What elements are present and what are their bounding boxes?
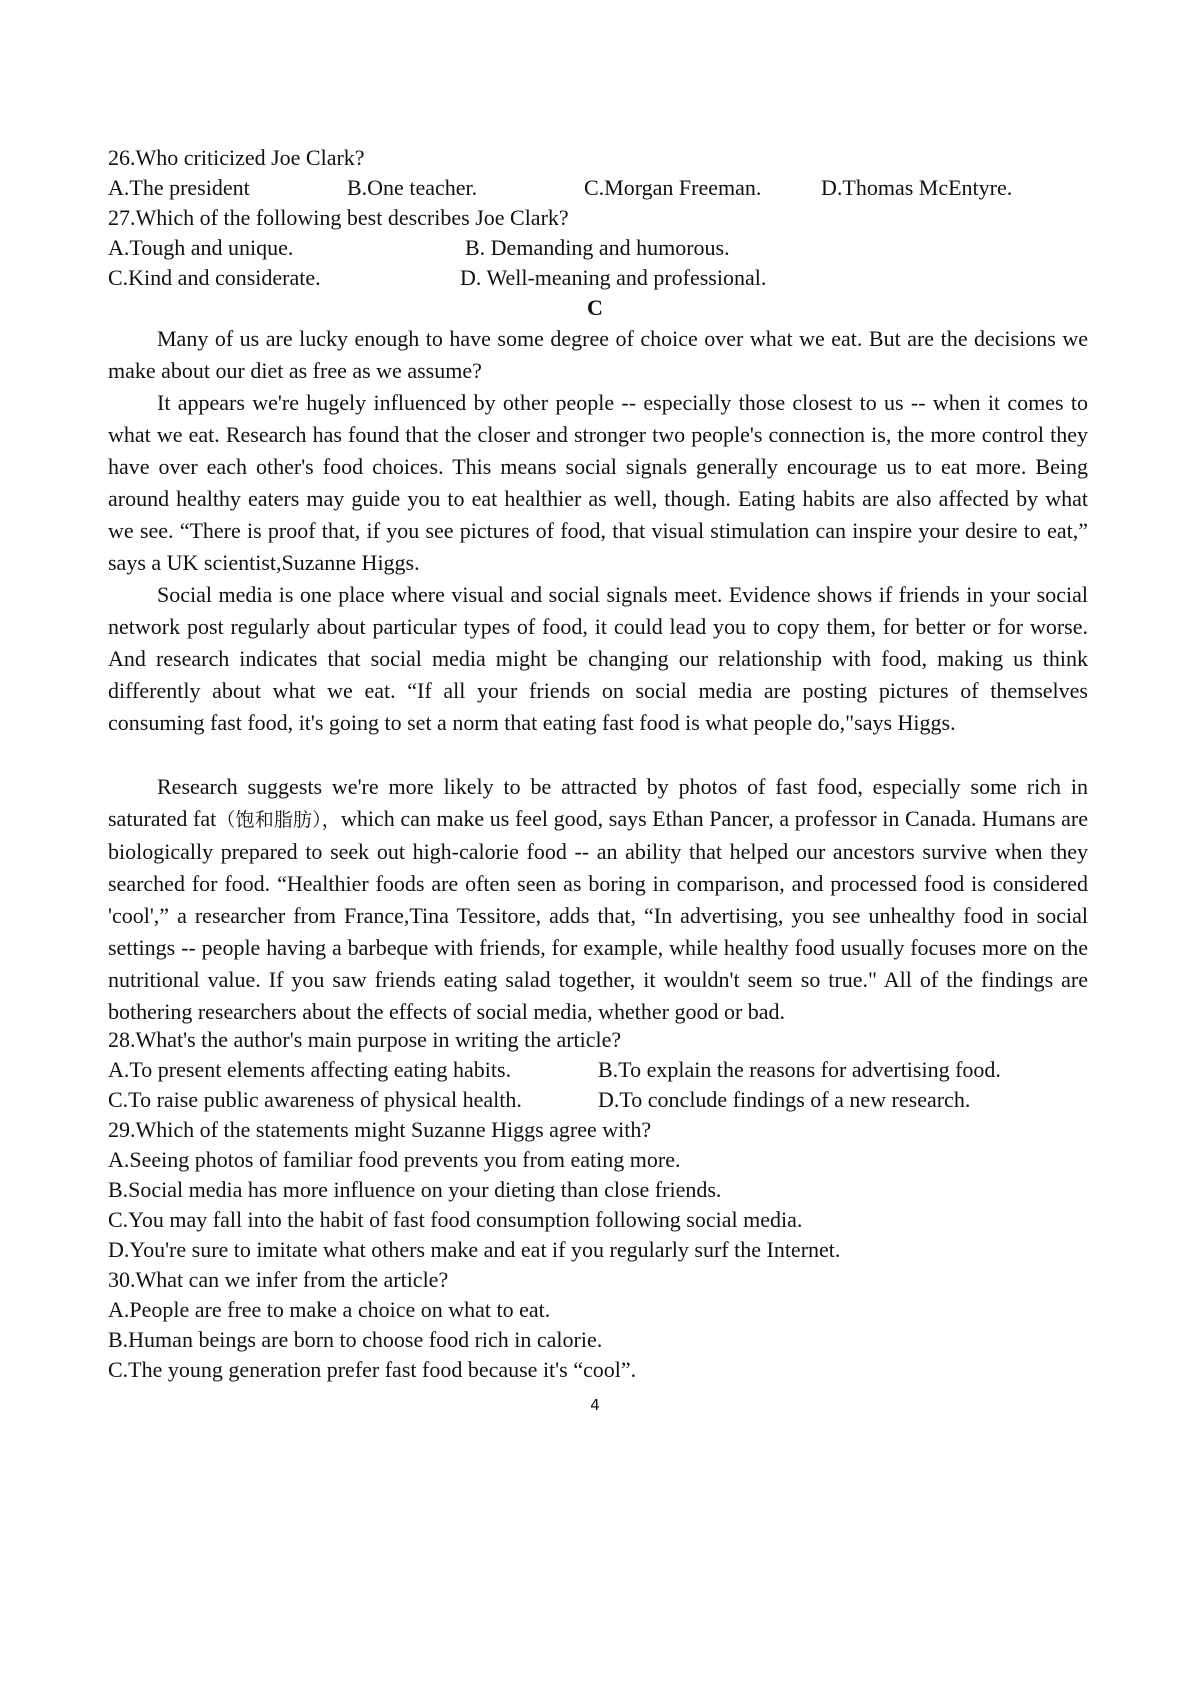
option-28-d: D.To conclude findings of a new research. — [598, 1087, 971, 1112]
question-28-options-row-2 — [108, 1085, 1088, 1115]
passage-paragraph-3: Social media is one place where visual and social signals meet. Evidence shows if friends in your social network post regularly about particular types of food, it could lead you to copy them, for better or for worse. And research indicates that social media might be changing our relationship with food, making us think differently about what we eat. “If all your friends on social media are posting pictures of themselves consuming fast food, it's going to set a norm that eating fast food is what people do,"says Higgs. — [108, 582, 1088, 735]
option-29-b: B.Social media has more influence on your dieting than close friends. — [108, 1177, 722, 1202]
option-27-b: B. Demanding and humorous. — [465, 235, 730, 260]
chinese-gloss: （饱和脂肪）， — [216, 809, 341, 831]
question-26: 26.Who criticized Joe Clark? — [108, 145, 365, 170]
question-29: 29.Which of the statements might Suzanne Higgs agree with? — [108, 1117, 652, 1142]
option-26-a: A.The president — [108, 175, 250, 200]
question-28: 28.What's the author's main purpose in writing the article? — [108, 1027, 622, 1052]
question-30: 30.What can we infer from the article? — [108, 1267, 449, 1292]
option-29-d: D.You're sure to imitate what others make and eat if you regularly surf the Internet. — [108, 1237, 841, 1262]
option-30-b: B.Human beings are born to choose food rich in calorie. — [108, 1327, 603, 1352]
paragraph-4-text-start: Research suggests we're more likely to be attracted by photos of fast food, especially some rich in saturated fat — [108, 774, 1088, 831]
option-27-c: C.Kind and considerate. — [108, 265, 321, 290]
option-26-c: C.Morgan Freeman. — [584, 175, 762, 200]
option-26-d: D.Thomas McEntyre. — [821, 175, 1013, 200]
question-28-options-row-1 — [108, 1055, 1088, 1085]
option-29-a: A.Seeing photos of familiar food prevents you from eating more. — [108, 1147, 681, 1172]
question-27: 27.Which of the following best describes Joe Clark? — [108, 205, 569, 230]
option-28-a: A.To present elements affecting eating habits. — [108, 1057, 512, 1082]
option-27-a: A.Tough and unique. — [108, 235, 294, 260]
passage-paragraph-2: It appears we're hugely influenced by other people -- especially those closest to us -- when it comes to what we eat. Research has found that the closer and stronger two people's connection is, the more control they have over each other's food choices. This means social signals generally encourage us to eat more. Being around healthy eaters may guide you to eat healthier as well, though. Eating habits are also affected by what we see. “There is proof that, if you see pictures of food, that visual stimulation can inspire your desire to eat,” says a UK scientist,Suzanne Higgs. — [108, 390, 1088, 575]
question-27-options-row-1 — [108, 233, 1088, 263]
option-30-c: C.The young generation prefer fast food because it's “cool”. — [108, 1357, 637, 1382]
passage-paragraph-4 — [108, 771, 1088, 1028]
option-29-c: C.You may fall into the habit of fast food consumption following social media. — [108, 1207, 803, 1232]
question-26-options — [108, 173, 1088, 203]
section-heading: C — [587, 295, 603, 320]
option-26-b: B.One teacher. — [347, 175, 478, 200]
paragraph-4-text-end: which can make us feel good, says Ethan Pancer, a professor in Canada. Humans are biologically prepared to seek out high-calorie food -- an ability that helped our ancestors survive when they searched for food. “Healthier foods are often seen as boring in comparison, and processed food is considered 'cool',” a researcher from France,Tina Tessitore, adds that, “In advertising, you see unhealthy food in social settings -- people having a barbeque with friends, for example, while healthy food usually focuses more on the nutritional value. If you saw friends eating salad together, it wouldn't seem so true." All of the findings are bothering researchers about the effects of social media, whether good or bad. — [108, 806, 1088, 1024]
page-number: 4 — [590, 1396, 600, 1414]
option-27-d: D. Well-meaning and professional. — [460, 265, 767, 290]
option-28-b: B.To explain the reasons for advertising food. — [598, 1057, 1001, 1082]
option-30-a: A.People are free to make a choice on what to eat. — [108, 1297, 551, 1322]
passage-paragraph-1: Many of us are lucky enough to have some degree of choice over what we eat. But are the decisions we make about our diet as free as we assume? — [108, 326, 1088, 383]
option-28-c: C.To raise public awareness of physical health. — [108, 1087, 522, 1112]
question-27-options-row-2 — [108, 263, 1088, 293]
